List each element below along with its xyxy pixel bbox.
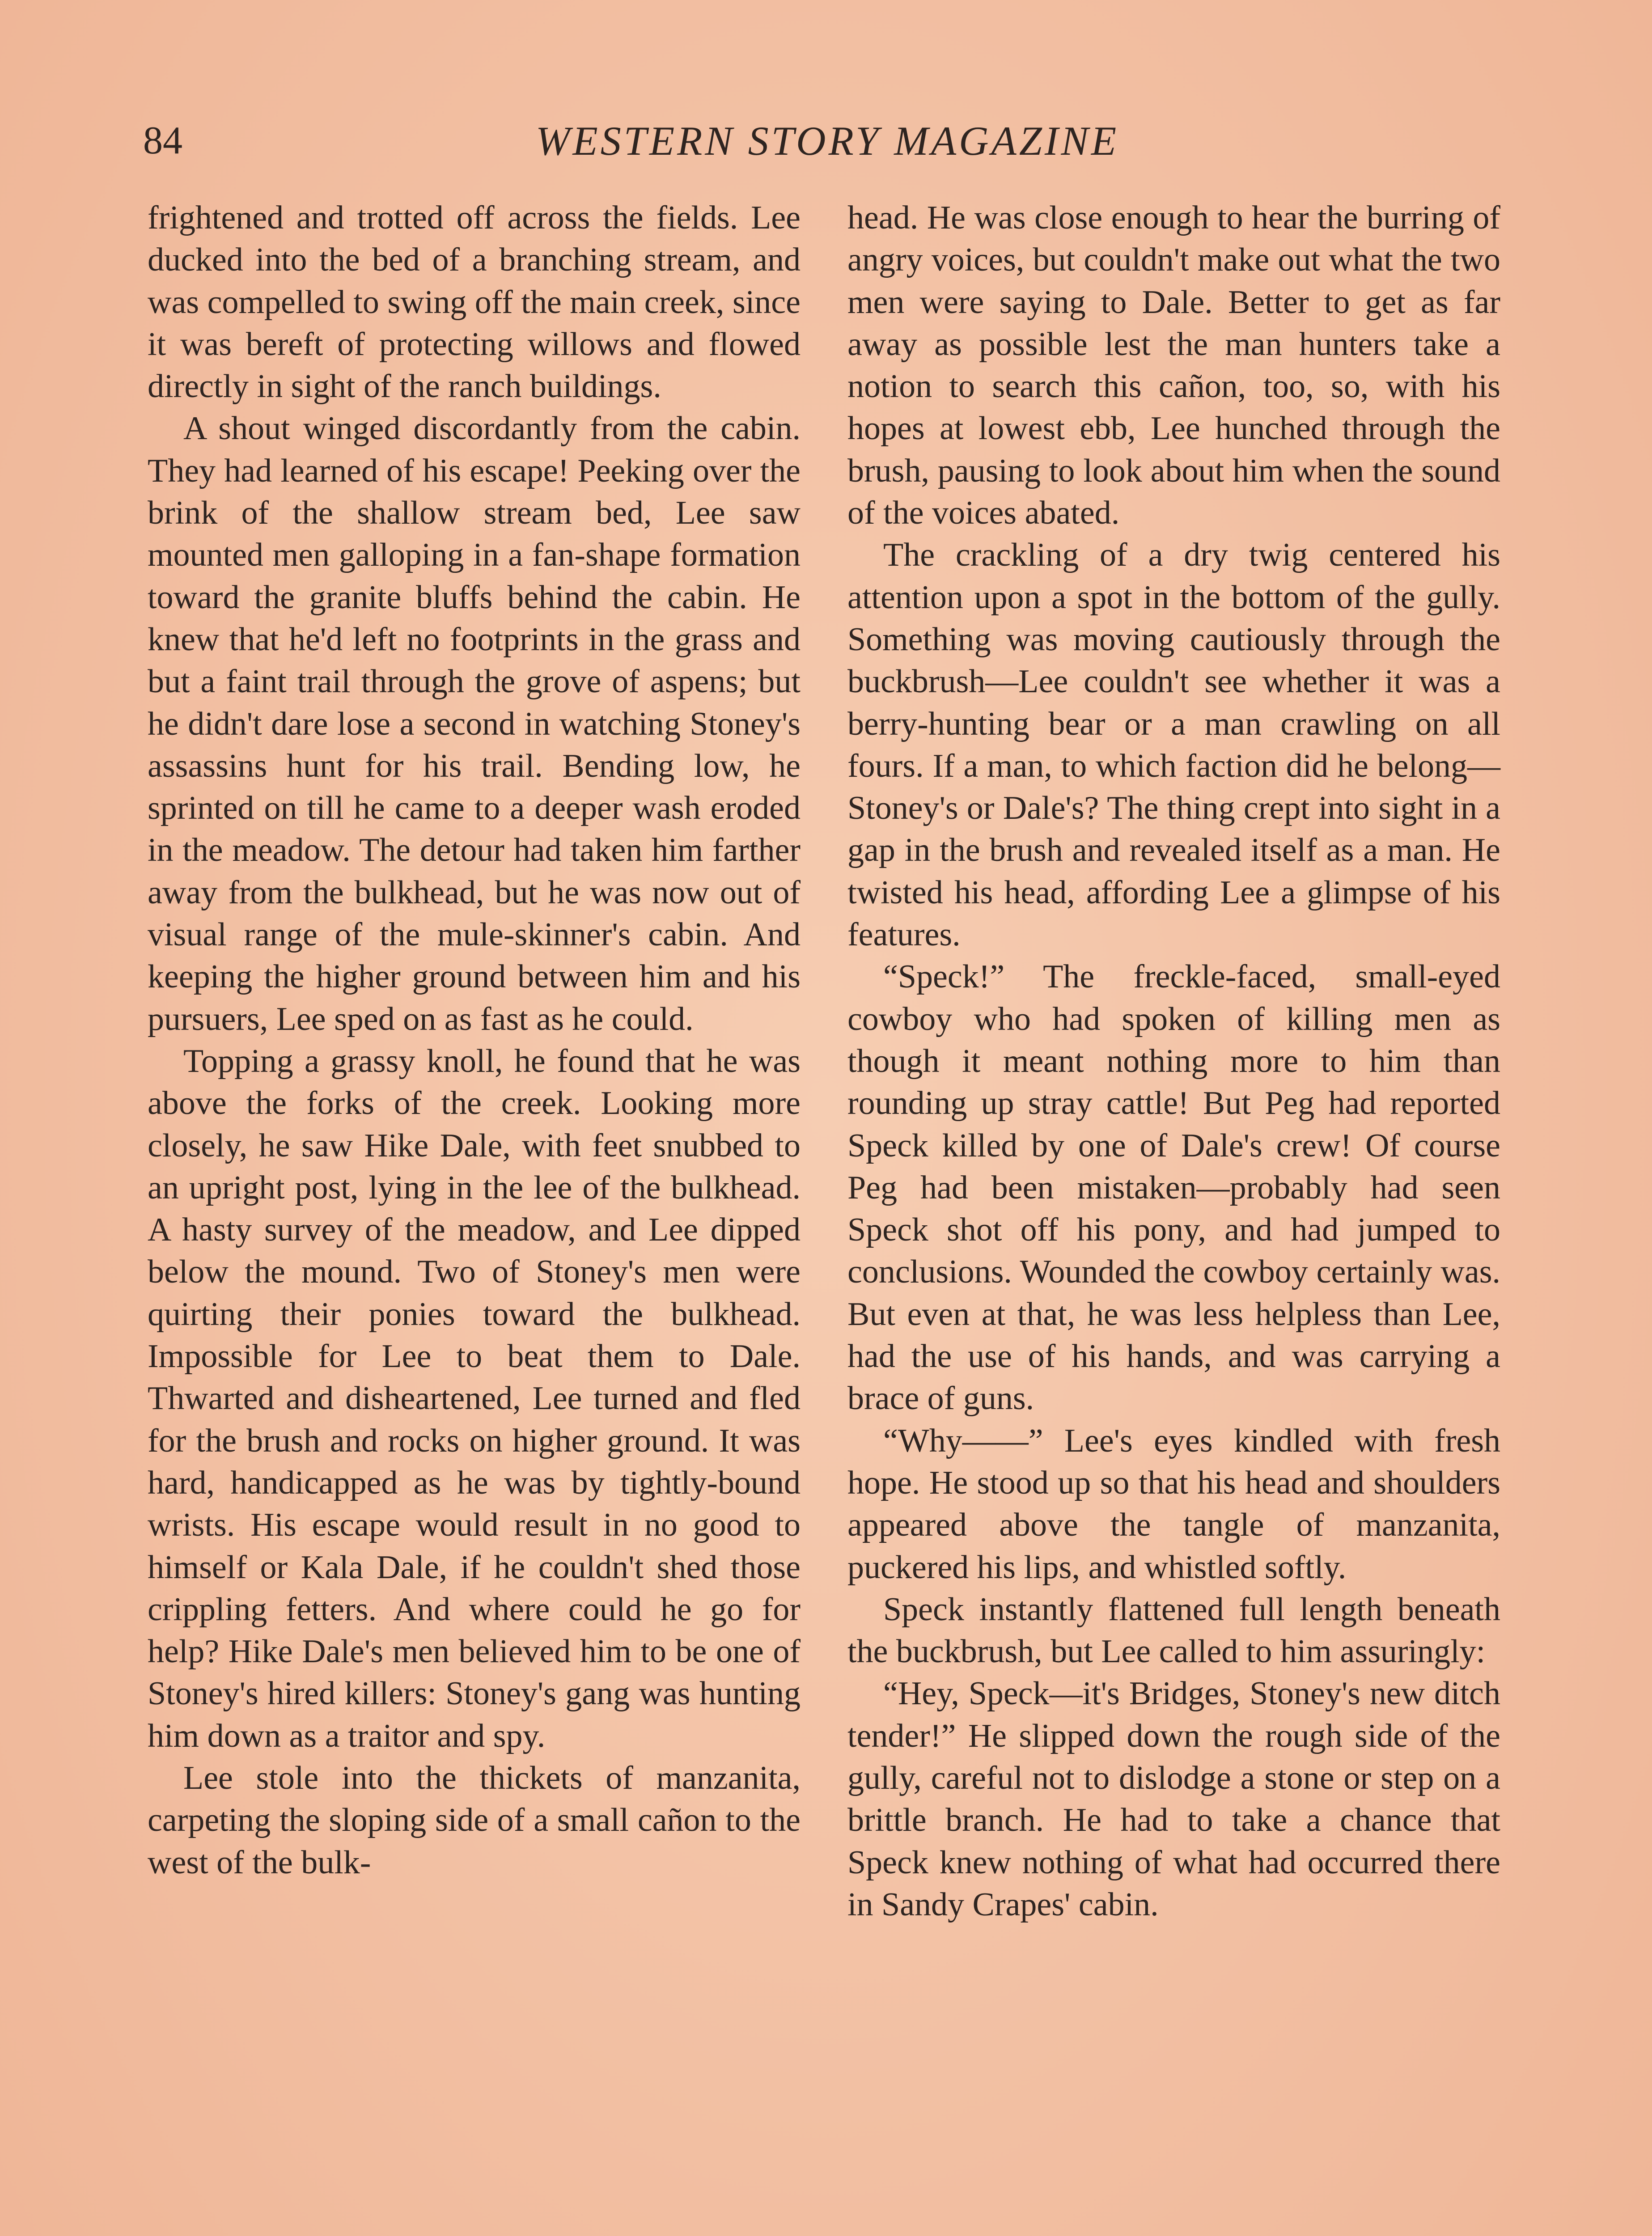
paragraph: “Hey, Speck—it's Bridges, Stoney's new ditch tender!” He slipped down the rough side of the gully, careful not to dislodge a stone or step on a brittle branch. He had to take a chance that Speck knew nothing of what had occurred there in Sandy Crapes' cabin. [847, 1675, 1500, 1923]
left-column [148, 197, 801, 1884]
paragraph: “Speck!” The freckle-faced, small-eyed cowboy who had spoken of killing men as though it meant nothing more to him than rounding up stray cattle! But Peg had reported Speck killed by one of Dale's crew! Of course Peg had been mistaken—probably had seen Speck shot off his pony, and had jumped to conclusions. Wounded the cowboy certainly was. But even at that, he was less helpless than Lee, had the use of his hands, and was carrying a brace of guns. [847, 958, 1500, 1417]
paragraph: Lee stole into the thickets of manzanita, carpeting the sloping side of a small cañon to the west of the bulk- [148, 1759, 801, 1881]
page-number: 84 [143, 119, 182, 162]
page-header [143, 114, 1512, 168]
right-column [847, 197, 1500, 1926]
paragraph: “Why——” Lee's eyes kindled with fresh hope. He stood up so that his head and shoulders appeared above the tangle of manzanita, puckered his lips, and whistled softly. [847, 1422, 1500, 1586]
magazine-title: WESTERN STORY MAGAZINE [535, 118, 1119, 164]
paragraph: The crackling of a dry twig centered his attention upon a spot in the bottom of the gully. Something was moving cautiously through the buckbrush—Lee couldn't see whether it was a berry-hunting bear or a man crawling on all fours. If a man, to which faction did he belong—Stoney's or Dale's? The thing crept into sight in a gap in the brush and revealed itself as a man. He twisted his head, affording Lee a glimpse of his features. [847, 537, 1500, 953]
paragraph: frightened and trotted off across the fields. Lee ducked into the bed of a branching stream, and was compelled to swing off the main creek, since it was bereft of protecting willows and flowed directly in sight of the ranch buildings. [148, 199, 801, 405]
paragraph: Speck instantly flattened full length beneath the buckbrush, but Lee called to him assuringly: [847, 1591, 1500, 1670]
paragraph: Topping a grassy knoll, he found that he was above the forks of the creek. Looking more closely, he saw Hike Dale, with feet snubbed to an upright post, lying in the lee of the bulkhead. A hasty survey of the meadow, and Lee dipped below the mound. Two of Stoney's men were quirting their ponies toward the bulkhead. Impossible for Lee to beat them to Dale. Thwarted and disheartened, Lee turned and fled for the brush and rocks on higher ground. It was hard, handicapped as he was by tightly-bound wrists. His escape would result in no good to himself or Kala Dale, if he couldn't shed those crippling fetters. And where could he go for help? Hike Dale's men believed him to be one of Stoney's hired killers: Stoney's gang was hunting him down as a traitor and spy. [148, 1042, 801, 1754]
paragraph: head. He was close enough to hear the burring of angry voices, but couldn't make out what the two men were saying to Dale. Better to get as far away as possible lest the man hunters take a notion to search this cañon, too, so, with his hopes at lowest ebb, Lee hunched through the brush, pausing to look about him when the sound of the voices abated. [847, 199, 1500, 532]
paragraph: A shout winged discordantly from the cabin. They had learned of his escape! Peeking over the brink of the shallow stream bed, Lee saw mounted men galloping in a fan-shape formation toward the granite bluffs behind the cabin. He knew that he'd left no footprints in the grass and but a faint trail through the grove of aspens; but he didn't dare lose a second in watching Stoney's assassins hunt for his trail. Bending low, he sprinted on till he came to a deeper wash eroded in the meadow. The detour had taken him farther away from the bulkhead, but he was now out of visual range of the mule-skinner's cabin. And keeping the higher ground between him and his pursuers, Lee sped on as fast as he could. [148, 410, 801, 1038]
